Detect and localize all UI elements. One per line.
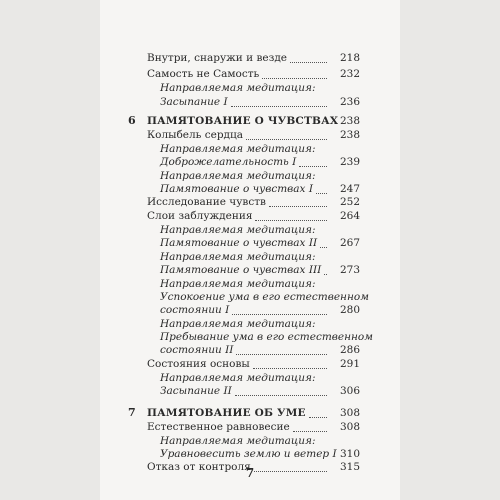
- toc-entry: [100, 435, 400, 447]
- dot-leader: [320, 246, 327, 248]
- toc-entry-title: Засыпание II: [160, 385, 232, 397]
- toc-entry-title: Засыпание I: [160, 96, 228, 108]
- chapter-title: ПАМЯТОВАНИЕ О ЧУВСТВАХ: [147, 115, 339, 127]
- toc-entry-title: Успокоение ума в его естественном: [160, 291, 369, 303]
- dot-leader: [236, 353, 327, 355]
- toc-page-number: 273: [339, 264, 360, 276]
- dot-leader: [255, 219, 327, 221]
- toc-entry: [100, 264, 400, 276]
- toc-entry-title: Пребывание ума в его естественном: [160, 331, 373, 343]
- toc-entry: [100, 210, 400, 222]
- toc-page-number: 306: [339, 385, 360, 397]
- toc-entry: [100, 156, 400, 168]
- toc-page-number: 308: [339, 421, 360, 433]
- toc-entry: [100, 304, 400, 316]
- toc-page-number: 267: [339, 237, 360, 249]
- chapter-title: ПАМЯТОВАНИЕ ОБ УМЕ: [147, 407, 306, 419]
- dot-leader: [316, 192, 327, 194]
- toc-entry-title: Отказ от контроля: [147, 461, 251, 473]
- book-page: [100, 0, 400, 500]
- toc-entry-title: Доброжелательность I: [160, 156, 297, 168]
- toc-page-number: 252: [339, 196, 360, 208]
- toc-entry-title: Памятование о чувствах III: [160, 264, 322, 276]
- dot-leader: [324, 273, 327, 275]
- toc-page-number: 280: [339, 304, 360, 316]
- toc-page-number: 291: [339, 358, 360, 370]
- toc-page-number: 264: [339, 210, 360, 222]
- dot-leader: [293, 430, 327, 432]
- toc-entry: [100, 224, 400, 236]
- toc-entry: [100, 448, 400, 460]
- toc-entry: [100, 129, 400, 141]
- toc-entry-title: Направляемая медитация:: [160, 278, 316, 290]
- dot-leader: [231, 105, 327, 107]
- toc-page-number: 236: [339, 96, 360, 108]
- toc-entry-title: Направляемая медитация:: [160, 143, 316, 155]
- toc-page-number: 247: [339, 183, 360, 195]
- toc-entry-title: Памятование о чувствах I: [160, 183, 313, 195]
- dot-leader: [299, 165, 327, 167]
- toc-entry: [100, 183, 400, 195]
- toc-entry-title: Направляемая медитация:: [160, 170, 316, 182]
- toc-page-number: 310: [339, 448, 360, 460]
- toc-entry-title: Колыбель сердца: [147, 129, 244, 141]
- dot-leader: [269, 205, 327, 207]
- chapter-number: 7: [128, 406, 136, 419]
- toc-entry: [100, 372, 400, 384]
- toc-entry-title: Состояния основы: [147, 358, 250, 370]
- toc-chapter: [100, 115, 400, 127]
- toc-entry-title: состоянии II: [160, 344, 234, 356]
- page-number: 7: [245, 466, 255, 480]
- toc-entry-title: Направляемая медитация:: [160, 318, 316, 330]
- toc-entry: [100, 237, 400, 249]
- toc-entry: [100, 331, 400, 343]
- toc-entry-title: Направляемая медитация:: [160, 372, 316, 384]
- dot-leader: [253, 367, 327, 369]
- toc-entry: [100, 143, 400, 155]
- toc-entry: [100, 170, 400, 182]
- toc-page-number: 218: [339, 52, 360, 64]
- toc-entry: [100, 421, 400, 433]
- toc-page-number: 239: [339, 156, 360, 168]
- toc-entry-title: Памятование о чувствах II: [160, 237, 318, 249]
- toc-entry: [100, 318, 400, 330]
- toc-entry-title: Исследование чувств: [147, 196, 266, 208]
- toc-entry-title: Направляемая медитация:: [160, 435, 316, 447]
- toc-entry-title: Направляемая медитация:: [160, 82, 316, 94]
- toc-page-number: 238: [339, 129, 360, 141]
- toc-entry: [100, 291, 400, 303]
- toc-entry: [100, 196, 400, 208]
- toc-entry-title: Направляемая медитация:: [160, 251, 316, 263]
- toc-page-number: 315: [339, 461, 360, 473]
- toc-entry-title: состоянии I: [160, 304, 230, 316]
- dot-leader: [235, 394, 327, 396]
- toc-entry-title: Слои заблуждения: [147, 210, 253, 222]
- toc-entry-title: Направляемая медитация:: [160, 224, 316, 236]
- toc-entry-title: Уравновесить землю и ветер I: [160, 448, 337, 460]
- toc-entry: [100, 52, 400, 64]
- dot-leader: [246, 138, 327, 140]
- toc-entry: [100, 385, 400, 397]
- dot-leader: [309, 416, 327, 418]
- toc-entry: [100, 358, 400, 370]
- toc-entry: [100, 96, 400, 108]
- dot-leader: [290, 61, 327, 63]
- chapter-page-number: 308: [339, 407, 360, 419]
- chapter-number: 6: [128, 114, 136, 127]
- toc-entry-title: Естественное равновесие: [147, 421, 290, 433]
- toc-page-number: 232: [339, 68, 360, 80]
- toc-entry: [100, 68, 400, 80]
- toc-entry-title: Самость не Самость: [147, 68, 260, 80]
- dot-leader: [232, 313, 327, 315]
- toc-entry: [100, 251, 400, 263]
- chapter-page-number: 238: [339, 115, 360, 127]
- toc-entry: [100, 344, 400, 356]
- toc-chapter: [100, 407, 400, 419]
- toc-entry: [100, 278, 400, 290]
- dot-leader: [262, 77, 327, 79]
- toc-entry: [100, 82, 400, 94]
- toc-entry-title: Внутри, снаружи и везде: [147, 52, 287, 64]
- toc-page-number: 286: [339, 344, 360, 356]
